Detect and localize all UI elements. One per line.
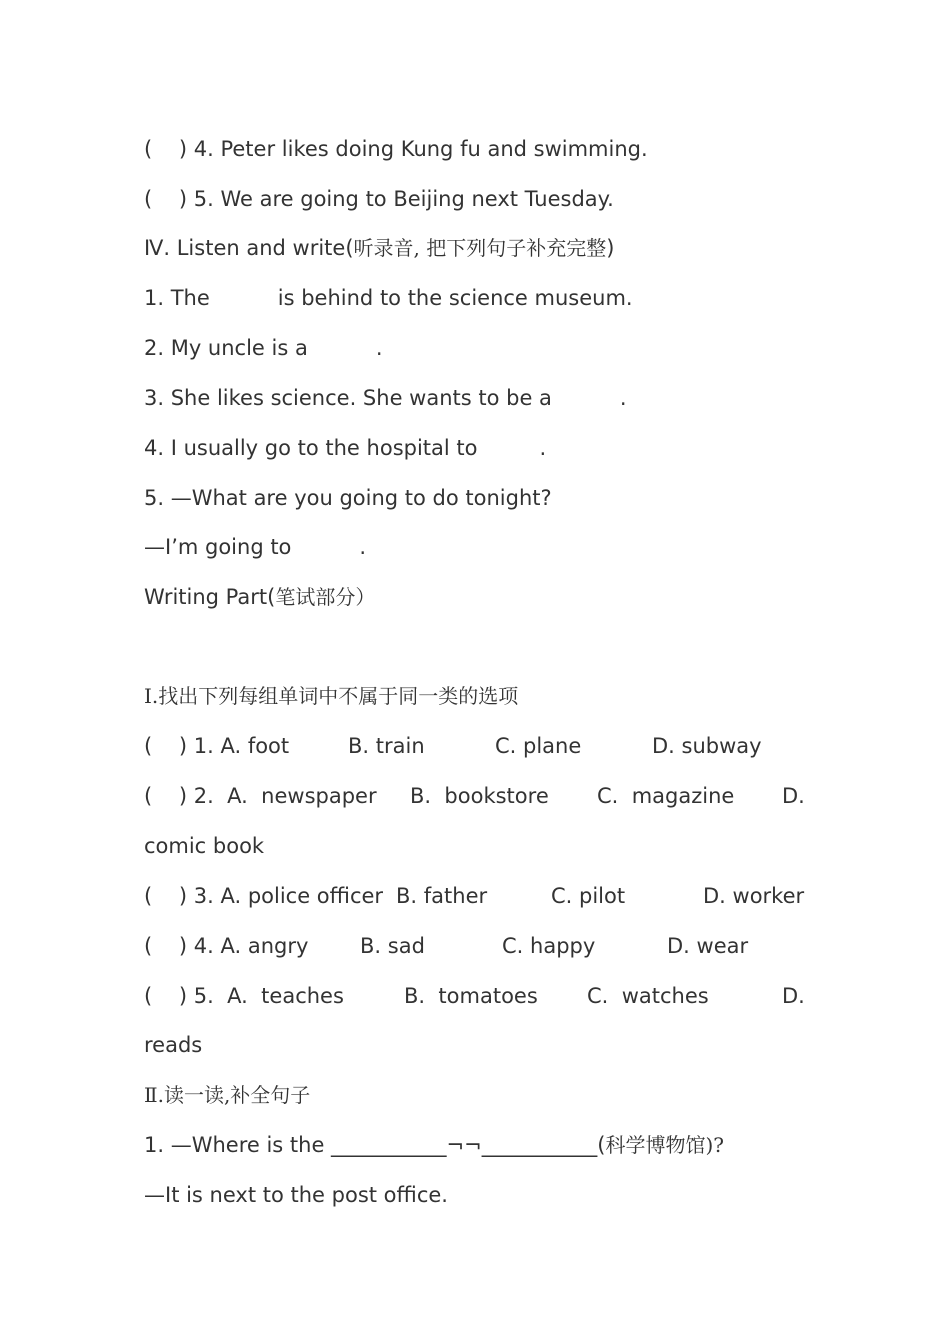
- choice-d: D.: [782, 984, 805, 1008]
- section-4-heading-close: ): [606, 236, 615, 260]
- section-2-number: Ⅱ.: [144, 1083, 164, 1107]
- choice-row-4: [144, 931, 809, 961]
- choice-row-5-continuation: reads: [144, 1033, 203, 1057]
- section-4-heading-en: Ⅳ. Listen and write(: [144, 236, 354, 260]
- write-item-text: is behind to the science museum.: [277, 286, 633, 310]
- choice-a: ( ) 2. A. newspaper: [144, 784, 377, 808]
- choice-row-3: [144, 881, 809, 911]
- section-4-heading: [144, 233, 809, 263]
- choice-b: B. tomatoes: [404, 984, 538, 1008]
- choice-c: C. pilot: [551, 884, 626, 908]
- write-item-text: .: [539, 436, 547, 460]
- section-1-title: 找出下列每组单词中不属于同一类的选项: [158, 684, 519, 708]
- choice-d: D. wear: [667, 934, 749, 958]
- write-item-1: [144, 283, 809, 313]
- choice-row-5: [144, 981, 809, 1011]
- write-item-5-answer: [144, 532, 809, 562]
- section-1-number: Ⅰ.: [144, 684, 159, 708]
- choice-c: C. happy: [502, 934, 596, 958]
- choice-d: D.: [782, 784, 805, 808]
- write-item-text: 2. My uncle is a: [144, 336, 308, 360]
- write-item-text: 1. The: [144, 286, 210, 310]
- choice-d: D. subway: [652, 734, 762, 758]
- write-item-5: [144, 483, 809, 513]
- choice-c: C. watches: [587, 984, 709, 1008]
- choice-d: D. worker: [703, 884, 805, 908]
- fill-question-1-answer: —It is next to the post office.: [144, 1183, 448, 1207]
- fill-question-1-text: 1. —Where is the ___________¬¬___________(: [144, 1133, 606, 1157]
- choice-c: C. magazine: [597, 784, 735, 808]
- choice-row-1: [144, 731, 809, 761]
- listening-question-5: ( ) 5. We are going to Beijing next Tuesday.: [144, 187, 614, 211]
- write-item-text: .: [359, 535, 367, 559]
- choice-b: B. sad: [360, 934, 425, 958]
- write-item-text: 5. —What are you going to do tonight?: [144, 486, 552, 510]
- choice-row-2-continuation: comic book: [144, 834, 265, 858]
- choice-b: B. father: [396, 884, 488, 908]
- write-item-2: [144, 333, 809, 363]
- section-2-title: 读一读,补全句子: [163, 1083, 311, 1107]
- writing-part-heading: [144, 582, 809, 612]
- fill-question-1-hint: 科学博物馆)?: [605, 1133, 724, 1157]
- write-item-4: [144, 433, 809, 463]
- write-item-text: .: [619, 386, 627, 410]
- fill-question-1: [144, 1130, 809, 1160]
- writing-part-label-en: Writing Part(: [144, 585, 276, 609]
- choice-a: ( ) 1. A. foot: [144, 734, 290, 758]
- write-item-text: —I’m going to: [144, 535, 292, 559]
- choice-a: ( ) 4. A. angry: [144, 934, 309, 958]
- write-item-text: 3. She likes science. She wants to be a: [144, 386, 552, 410]
- choice-b: B. train: [348, 734, 425, 758]
- choice-a: ( ) 3. A. police officer: [144, 884, 384, 908]
- section-2-heading: [144, 1080, 809, 1110]
- choice-b: B. bookstore: [410, 784, 549, 808]
- choice-row-2: [144, 781, 809, 811]
- choice-a: ( ) 5. A. teaches: [144, 984, 344, 1008]
- section-4-heading-cn: 听录音, 把下列句子补充完整: [353, 236, 607, 260]
- section-1-heading: [144, 681, 809, 711]
- write-item-text: .: [375, 336, 383, 360]
- writing-part-label-cn: 笔试部分）: [275, 585, 376, 609]
- write-item-3: [144, 383, 809, 413]
- write-item-text: 4. I usually go to the hospital to: [144, 436, 478, 460]
- listening-question-4: ( ) 4. Peter likes doing Kung fu and swimming.: [144, 137, 648, 161]
- choice-c: C. plane: [495, 734, 582, 758]
